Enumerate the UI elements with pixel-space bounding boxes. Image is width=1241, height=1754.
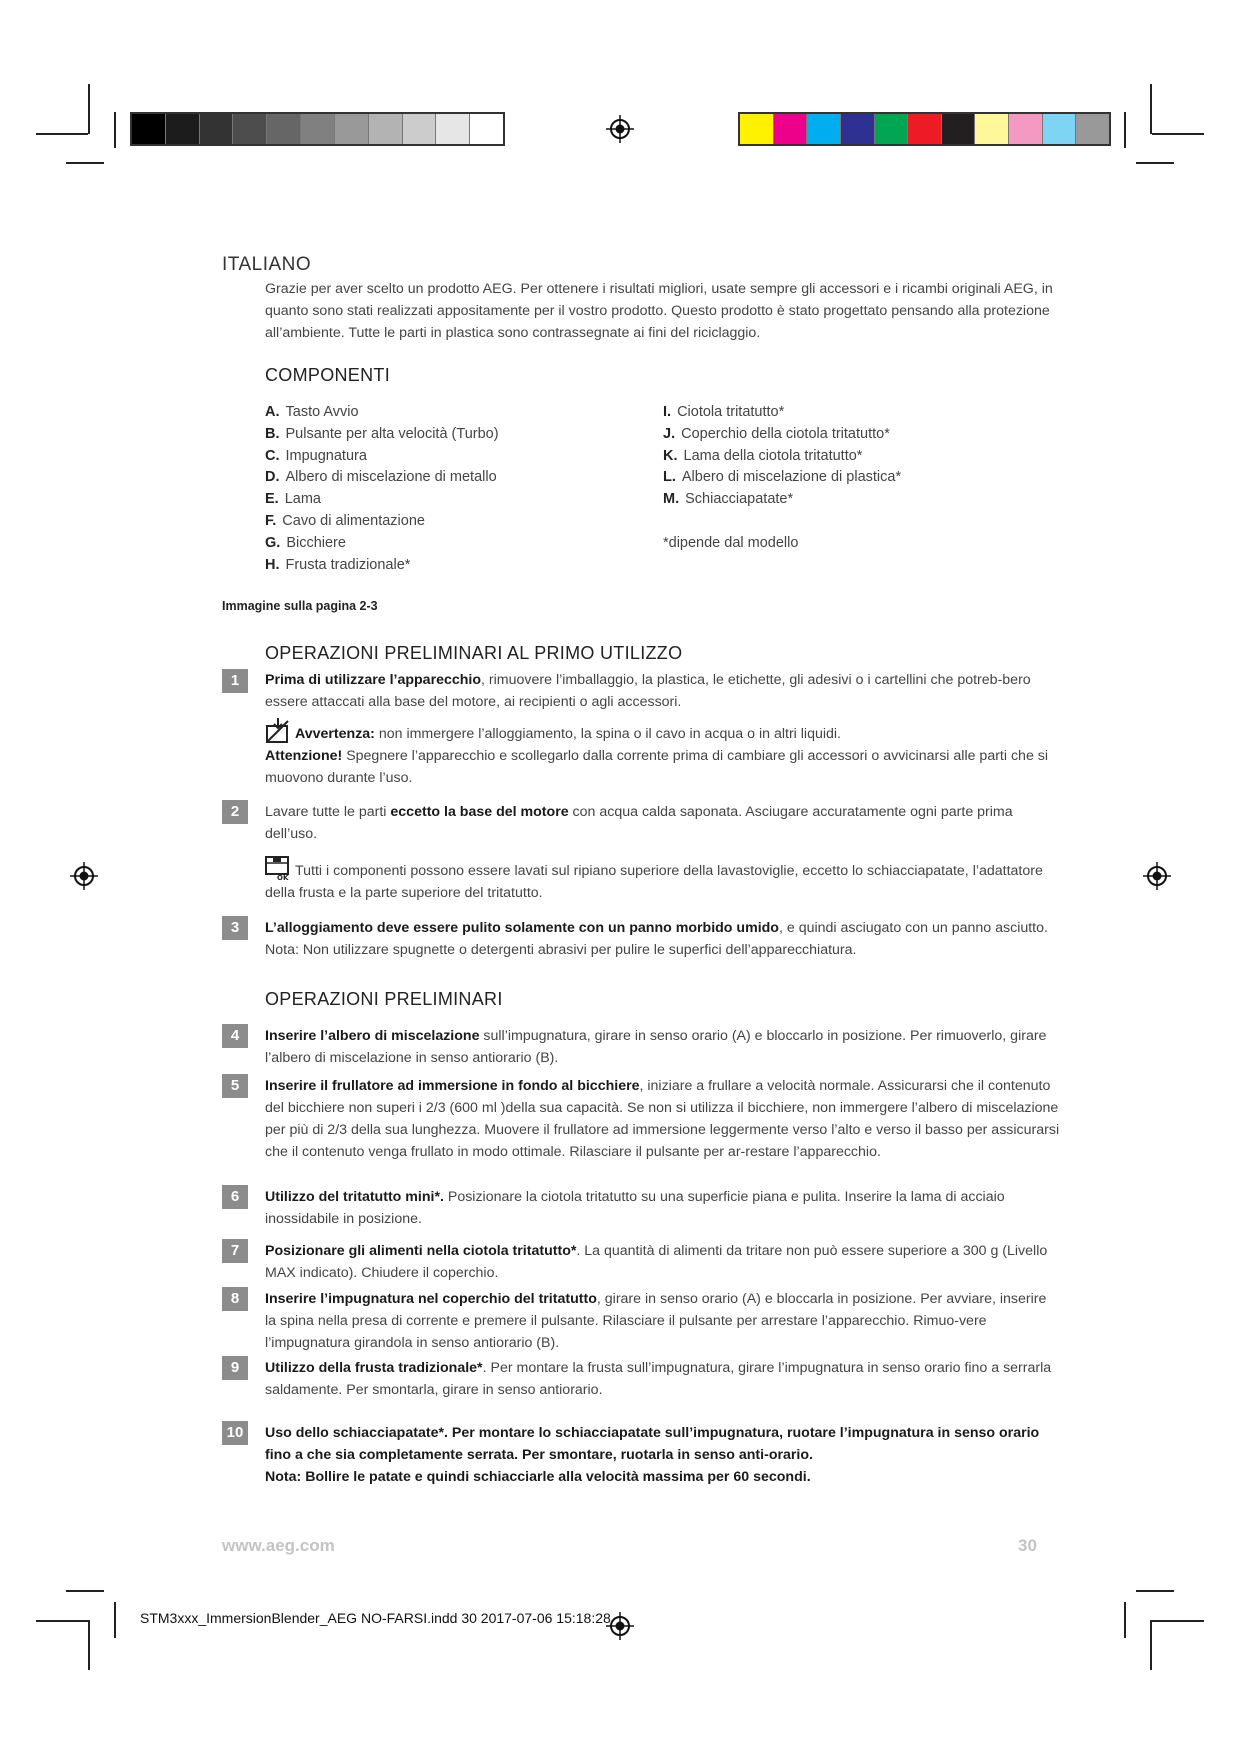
components-footnote: *dipende dal modello — [663, 535, 799, 551]
component-item — [265, 533, 499, 555]
component-letter: A. — [265, 404, 280, 420]
color-swatch — [335, 114, 369, 144]
registration-mark-icon — [1143, 862, 1171, 890]
component-label: Lama — [284, 491, 321, 508]
component-label: Albero di miscelazione di metallo — [285, 469, 497, 486]
step-number: 1 — [222, 669, 248, 693]
color-swatch — [132, 114, 166, 144]
step-number: 4 — [222, 1024, 248, 1048]
step-number: 6 — [222, 1185, 248, 1209]
footer-url: www.aeg.com — [222, 1536, 335, 1555]
step-number: 2 — [222, 800, 248, 824]
components-list-left — [265, 402, 499, 576]
component-label: Bicchiere — [286, 534, 346, 551]
color-swatch — [200, 114, 234, 144]
step-bold: Utilizzo del tritatutto mini*. — [265, 1189, 444, 1205]
step-bold: Inserire il frullatore ad immersione in fondo al bicchiere — [265, 1078, 640, 1094]
registration-mark-icon — [70, 862, 98, 890]
warning-text: non immergere l’alloggiamento, la spina o il cavo in acqua o in altri liquidi. — [374, 726, 841, 742]
component-letter: D. — [265, 469, 280, 486]
dishwasher-safe-icon — [265, 855, 291, 881]
page-number: 30 — [1018, 1536, 1037, 1555]
component-letter: M. — [663, 491, 680, 508]
color-swatch — [774, 114, 808, 144]
component-label: Tasto Avvio — [285, 404, 359, 420]
color-swatch — [436, 114, 470, 144]
component-letter: J. — [663, 425, 676, 442]
color-swatch — [875, 114, 909, 144]
intro-paragraph: Grazie per aver scelto un prodotto AEG. Per ottenere i risultati migliori, usate sempre gli accessori e i ricambi originali AEG, in quanto sono stati realizzati appositamente per il vostro prodotto. Questo prodotto è stato progettato pensando alla protezione all’ambiente. Tutte le parti in plastica sono contrassegnate ai fini del riciclaggio. — [265, 281, 1053, 341]
warning-label: Avvertenza: — [295, 726, 375, 742]
component-label: Lama della ciotola tritatutto* — [683, 447, 863, 464]
components-title: COMPONENTI — [265, 365, 391, 385]
step-10-text — [265, 1422, 1060, 1488]
color-swatch — [301, 114, 335, 144]
component-item — [265, 467, 499, 489]
component-letter: K. — [663, 447, 678, 464]
step-9-text — [265, 1357, 1060, 1401]
color-swatch — [369, 114, 403, 144]
step-body: Posizionare la ciotola tritatutto su una superficie piana e pulita. Inserire la lama di acciaio inossidabile in posizione. — [265, 1189, 1005, 1227]
step-bold: Posizionare gli alimenti nella ciotola tritatutto* — [265, 1243, 577, 1259]
attention-text: Spegnere l’apparecchio e scollegarlo dalla corrente prima di cambiare gli accessori o avvicinarsi alle parti che si muovono durante l’uso. — [265, 748, 1049, 786]
image-caption: Immagine sulla pagina 2-3 — [222, 599, 378, 613]
component-letter: C. — [265, 447, 280, 464]
step-3-text — [265, 917, 1060, 961]
step-2-text — [265, 801, 1060, 845]
color-swatch — [740, 114, 774, 144]
dishwasher-note — [265, 855, 1060, 904]
section-title-preliminary: OPERAZIONI PRELIMINARI — [265, 989, 503, 1009]
component-letter: G. — [265, 534, 281, 551]
step-number: 10 — [222, 1421, 248, 1445]
component-letter: F. — [265, 512, 277, 529]
component-item — [663, 489, 901, 511]
component-label: Cavo di alimentazione — [282, 512, 425, 529]
step-5-text — [265, 1075, 1060, 1163]
step-4-text — [265, 1025, 1060, 1069]
process-color-bar — [738, 112, 1111, 146]
step-number: 7 — [222, 1239, 248, 1263]
step-number: 5 — [222, 1074, 248, 1098]
section-title-first-use: OPERAZIONI PRELIMINARI AL PRIMO UTILIZZO — [265, 643, 683, 663]
color-swatch — [233, 114, 267, 144]
step-number: 8 — [222, 1287, 248, 1311]
step-3-bold: L’alloggiamento deve essere pulito solamente con un panno morbido umido — [265, 920, 779, 936]
step-body: sull’impugnatura, girare in senso orario (A) e bloccarlo in posizione. Per rimuoverlo, girare l’albero di miscelazione in senso antiorario (B). — [265, 1028, 1047, 1066]
component-letter: H. — [265, 556, 280, 573]
step-2-post: con acqua calda saponata. Asciugare accuratamente ogni parte prima dell’uso. — [265, 804, 1013, 842]
component-item — [265, 424, 499, 446]
color-swatch — [267, 114, 301, 144]
step-2-bold: eccetto la base del motore — [390, 804, 569, 820]
step-10-line2: Nota: Bollire le patate e quindi schiacciarle alla velocità massima per 60 secondi. — [265, 1469, 811, 1485]
color-swatch — [166, 114, 200, 144]
component-label: Schiacciapatate* — [685, 491, 794, 508]
step-2-pre: Lavare tutte le parti — [265, 804, 391, 820]
step-body: . La quantità di alimenti da tritare non può essere superiore a 300 g (Livello MAX indicato). Chiudere il coperchio. — [265, 1243, 1048, 1281]
step-1-text — [265, 669, 1060, 713]
component-label: Coperchio della ciotola tritatutto* — [681, 425, 890, 442]
component-item — [265, 555, 499, 577]
color-swatch — [403, 114, 437, 144]
component-label: Ciotola tritatutto* — [677, 404, 785, 420]
color-swatch — [1043, 114, 1077, 144]
color-swatch — [1009, 114, 1043, 144]
step-number: 3 — [222, 916, 248, 940]
step-1-body: , rimuovere l’imballaggio, la plastica, le etichette, gli adesivi o i cartellini che potreb-bero essere attaccati alla base del motore, ai recipienti o agli accessori. — [265, 672, 1031, 710]
step-number: 9 — [222, 1356, 248, 1380]
component-label: Frusta tradizionale* — [285, 556, 411, 573]
color-swatch — [470, 114, 503, 144]
component-letter: L. — [663, 469, 676, 486]
color-swatch — [1076, 114, 1109, 144]
color-swatch — [942, 114, 976, 144]
component-item — [265, 489, 499, 511]
color-swatch — [975, 114, 1009, 144]
components-list-right — [663, 402, 901, 511]
svg-text:OK: OK — [277, 874, 289, 881]
step-body: . Per montare la frusta sull’impugnatura, girare l’impugnatura in senso orario fino a serrarla saldamente. Per smontarla, girare in senso antiorario. — [265, 1360, 1052, 1398]
component-item — [663, 467, 901, 489]
step-10-line1: Uso dello schiacciapatate*. Per montare lo schiacciapatate sull’impugnatura, ruotare l’impugnatura in senso orario fino a che sia completamente serrata. Per smontare, ruotarla in senso anti-orario. — [265, 1425, 1040, 1463]
component-item — [265, 511, 499, 533]
step-bold: Utilizzo della frusta tradizionale* — [265, 1360, 483, 1376]
component-item — [663, 446, 901, 468]
grayscale-color-bar — [130, 112, 505, 146]
step-body: , girare in senso orario (A) e bloccarla in posizione. Per avviare, inserire la spina nella presa di corrente e premere il pulsante. Rilasciare il pulsante per arrestare l’apparecchio. Rimuo-vere l’impugnatura girandola in senso antiorario (B). — [265, 1291, 1047, 1351]
step-bold: Inserire l’albero di miscelazione — [265, 1028, 480, 1044]
component-label: Albero di miscelazione di plastica* — [681, 469, 902, 486]
step-bold: Inserire l’impugnatura nel coperchio del tritatutto — [265, 1291, 597, 1307]
no-water-immersion-icon — [265, 718, 291, 744]
color-swatch — [807, 114, 841, 144]
warning-block — [265, 718, 1060, 789]
color-swatch — [908, 114, 942, 144]
component-letter: E. — [265, 491, 279, 508]
component-item — [265, 402, 499, 424]
attention-label: Attenzione! — [265, 748, 343, 764]
step-body: , iniziare a frullare a velocità normale. Assicurarsi che il contenuto del bicchiere non superi i 2/3 (600 ml )della sua capacità. Se non si utilizza il bicchiere, non immergere l’albero di miscelazione per più di 2/3 della sua lunghezza. Muovere il frullatore ad immersione leggermente verso l’alto e verso il basso per assicurarsi che il contenuto venga frullato in modo ottimale. Rilasciare il pulsante per ar-restare l’apparecchio. — [265, 1078, 1060, 1160]
component-label: Impugnatura — [285, 447, 367, 464]
step-8-text — [265, 1288, 1060, 1354]
print-slug: STM3xxx_ImmersionBlender_AEG NO-FARSI.indd 30 2017-07-06 15:18:28 — [140, 1610, 611, 1626]
step-6-text — [265, 1186, 1060, 1230]
component-letter: I. — [663, 404, 672, 420]
color-swatch — [841, 114, 875, 144]
step-7-text — [265, 1240, 1060, 1284]
language-heading: ITALIANO — [222, 254, 312, 275]
step-3-body: , e quindi asciugato con un panno asciutto. Nota: Non utilizzare spugnette o detergenti abrasivi per pulire le superfici dell’apparecchiatura. — [265, 920, 1048, 958]
registration-mark-icon — [606, 115, 634, 143]
component-label: Pulsante per alta velocità (Turbo) — [285, 425, 499, 442]
dishwasher-text: Tutti i componenti possono essere lavati sul ripiano superiore della lavastoviglie, eccetto lo schiacciapatate, l’adattatore della frusta e la parte superiore del tritatutto. — [265, 863, 1043, 901]
component-letter: B. — [265, 425, 280, 442]
component-item — [663, 424, 901, 446]
component-item — [265, 446, 499, 468]
component-item — [663, 402, 901, 424]
step-1-bold: Prima di utilizzare l’apparecchio — [265, 672, 482, 688]
